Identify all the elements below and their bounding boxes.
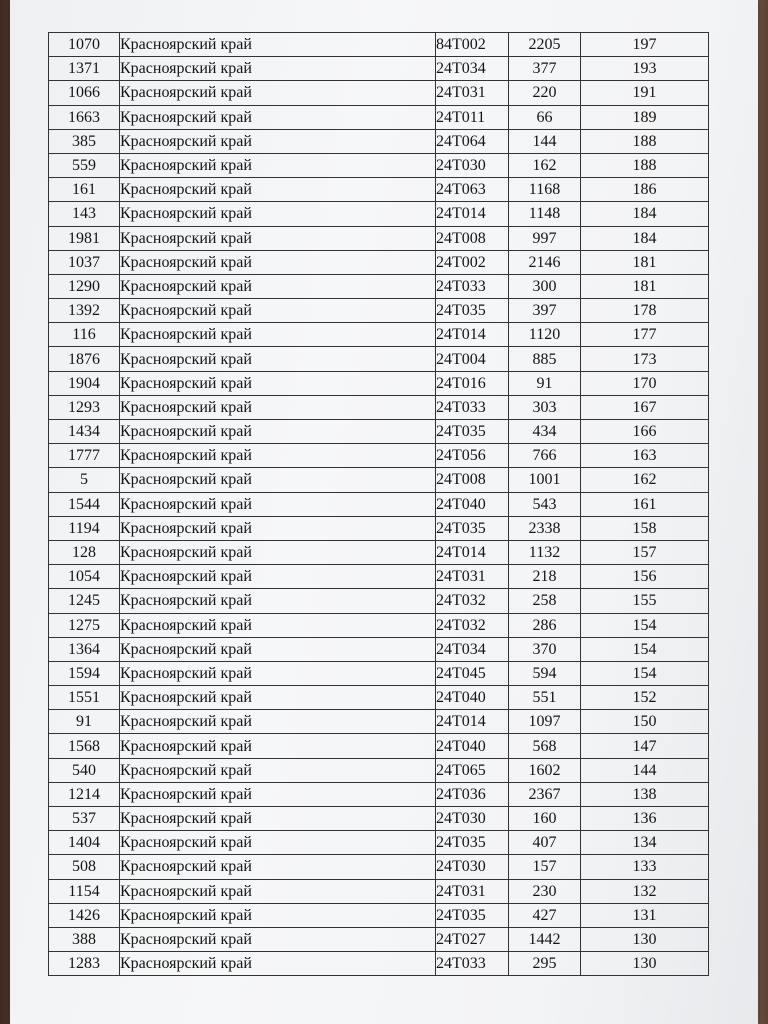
score-cell: 161 (581, 492, 709, 516)
id-cell: 1132 (509, 540, 581, 564)
row-number-cell: 540 (49, 758, 120, 782)
table-row (49, 395, 709, 419)
score-cell: 173 (581, 347, 709, 371)
score-cell: 154 (581, 661, 709, 685)
table-row (49, 613, 709, 637)
score-cell: 138 (581, 782, 709, 806)
id-cell: 2205 (509, 33, 581, 57)
id-cell: 885 (509, 347, 581, 371)
code-cell: 24Т064 (436, 129, 509, 153)
score-cell: 144 (581, 758, 709, 782)
score-cell: 177 (581, 323, 709, 347)
code-cell: 24Т040 (436, 734, 509, 758)
score-cell: 193 (581, 57, 709, 81)
id-cell: 2146 (509, 250, 581, 274)
region-cell: Красноярский край (120, 807, 436, 831)
id-cell: 997 (509, 226, 581, 250)
table-row (49, 734, 709, 758)
region-cell: Красноярский край (120, 879, 436, 903)
id-cell: 157 (509, 855, 581, 879)
row-number-cell: 1568 (49, 734, 120, 758)
code-cell: 24Т032 (436, 613, 509, 637)
score-cell: 130 (581, 952, 709, 976)
row-number-cell: 1434 (49, 420, 120, 444)
id-cell: 2338 (509, 516, 581, 540)
table-row (49, 178, 709, 202)
region-cell: Красноярский край (120, 226, 436, 250)
code-cell: 24Т031 (436, 81, 509, 105)
id-cell: 66 (509, 105, 581, 129)
table-row (49, 686, 709, 710)
row-number-cell: 1777 (49, 444, 120, 468)
region-cell: Красноярский край (120, 57, 436, 81)
code-cell: 24Т035 (436, 831, 509, 855)
results-table-body (49, 33, 709, 976)
id-cell: 303 (509, 395, 581, 419)
row-number-cell: 1426 (49, 903, 120, 927)
region-cell: Красноярский край (120, 516, 436, 540)
table-row (49, 565, 709, 589)
region-cell: Красноярский край (120, 952, 436, 976)
region-cell: Красноярский край (120, 323, 436, 347)
id-cell: 766 (509, 444, 581, 468)
region-cell: Красноярский край (120, 782, 436, 806)
region-cell: Красноярский край (120, 299, 436, 323)
table-row (49, 903, 709, 927)
score-cell: 131 (581, 903, 709, 927)
region-cell: Красноярский край (120, 661, 436, 685)
table-row (49, 927, 709, 951)
code-cell: 84Т002 (436, 33, 509, 57)
region-cell: Красноярский край (120, 202, 436, 226)
row-number-cell: 559 (49, 153, 120, 177)
region-cell: Красноярский край (120, 444, 436, 468)
id-cell: 295 (509, 952, 581, 976)
row-number-cell: 128 (49, 540, 120, 564)
id-cell: 1001 (509, 468, 581, 492)
code-cell: 24Т032 (436, 589, 509, 613)
region-cell: Красноярский край (120, 855, 436, 879)
table-row (49, 468, 709, 492)
id-cell: 220 (509, 81, 581, 105)
id-cell: 551 (509, 686, 581, 710)
code-cell: 24Т045 (436, 661, 509, 685)
id-cell: 286 (509, 613, 581, 637)
id-cell: 543 (509, 492, 581, 516)
table-row (49, 710, 709, 734)
id-cell: 1120 (509, 323, 581, 347)
row-number-cell: 1404 (49, 831, 120, 855)
table-row (49, 807, 709, 831)
code-cell: 24Т027 (436, 927, 509, 951)
region-cell: Красноярский край (120, 153, 436, 177)
table-row (49, 202, 709, 226)
score-cell: 184 (581, 226, 709, 250)
code-cell: 24Т035 (436, 299, 509, 323)
row-number-cell: 1371 (49, 57, 120, 81)
table-row (49, 879, 709, 903)
code-cell: 24Т036 (436, 782, 509, 806)
row-number-cell: 385 (49, 129, 120, 153)
score-cell: 184 (581, 202, 709, 226)
table-row (49, 347, 709, 371)
code-cell: 24Т014 (436, 202, 509, 226)
score-cell: 155 (581, 589, 709, 613)
code-cell: 24Т014 (436, 710, 509, 734)
row-number-cell: 1904 (49, 371, 120, 395)
code-cell: 24Т040 (436, 492, 509, 516)
code-cell: 24Т014 (436, 323, 509, 347)
score-cell: 136 (581, 807, 709, 831)
region-cell: Красноярский край (120, 81, 436, 105)
score-cell: 157 (581, 540, 709, 564)
id-cell: 427 (509, 903, 581, 927)
table-row (49, 105, 709, 129)
row-number-cell: 1066 (49, 81, 120, 105)
table-row (49, 492, 709, 516)
table-row (49, 129, 709, 153)
score-cell: 186 (581, 178, 709, 202)
table-row (49, 371, 709, 395)
score-cell: 130 (581, 927, 709, 951)
table-row (49, 57, 709, 81)
table-row (49, 540, 709, 564)
region-cell: Красноярский край (120, 395, 436, 419)
code-cell: 24Т031 (436, 879, 509, 903)
region-cell: Красноярский край (120, 468, 436, 492)
id-cell: 1602 (509, 758, 581, 782)
region-cell: Красноярский край (120, 178, 436, 202)
code-cell: 24Т031 (436, 565, 509, 589)
code-cell: 24Т035 (436, 420, 509, 444)
table-row (49, 855, 709, 879)
id-cell: 258 (509, 589, 581, 613)
code-cell: 24Т008 (436, 468, 509, 492)
score-cell: 134 (581, 831, 709, 855)
id-cell: 162 (509, 153, 581, 177)
row-number-cell: 143 (49, 202, 120, 226)
code-cell: 24Т033 (436, 274, 509, 298)
score-cell: 188 (581, 153, 709, 177)
region-cell: Красноярский край (120, 274, 436, 298)
row-number-cell: 1290 (49, 274, 120, 298)
row-number-cell: 388 (49, 927, 120, 951)
score-cell: 170 (581, 371, 709, 395)
code-cell: 24Т034 (436, 57, 509, 81)
row-number-cell: 1070 (49, 33, 120, 57)
row-number-cell: 91 (49, 710, 120, 734)
row-number-cell: 1245 (49, 589, 120, 613)
region-cell: Красноярский край (120, 250, 436, 274)
row-number-cell: 161 (49, 178, 120, 202)
code-cell: 24Т008 (436, 226, 509, 250)
score-cell: 181 (581, 250, 709, 274)
id-cell: 370 (509, 637, 581, 661)
score-cell: 166 (581, 420, 709, 444)
id-cell: 230 (509, 879, 581, 903)
row-number-cell: 1275 (49, 613, 120, 637)
score-cell: 147 (581, 734, 709, 758)
id-cell: 144 (509, 129, 581, 153)
table-row (49, 299, 709, 323)
region-cell: Красноярский край (120, 565, 436, 589)
region-cell: Красноярский край (120, 129, 436, 153)
table-row (49, 274, 709, 298)
row-number-cell: 1544 (49, 492, 120, 516)
code-cell: 24Т002 (436, 250, 509, 274)
score-cell: 191 (581, 81, 709, 105)
code-cell: 24Т065 (436, 758, 509, 782)
code-cell: 24Т035 (436, 903, 509, 927)
id-cell: 434 (509, 420, 581, 444)
row-number-cell: 116 (49, 323, 120, 347)
score-cell: 167 (581, 395, 709, 419)
row-number-cell: 1214 (49, 782, 120, 806)
score-cell: 154 (581, 613, 709, 637)
score-cell: 150 (581, 710, 709, 734)
region-cell: Красноярский край (120, 33, 436, 57)
score-cell: 181 (581, 274, 709, 298)
table-row (49, 661, 709, 685)
region-cell: Красноярский край (120, 686, 436, 710)
score-cell: 163 (581, 444, 709, 468)
row-number-cell: 1392 (49, 299, 120, 323)
region-cell: Красноярский край (120, 734, 436, 758)
table-row (49, 758, 709, 782)
score-cell: 152 (581, 686, 709, 710)
table-row (49, 33, 709, 57)
region-cell: Красноярский край (120, 492, 436, 516)
code-cell: 24Т030 (436, 855, 509, 879)
row-number-cell: 508 (49, 855, 120, 879)
row-number-cell: 1194 (49, 516, 120, 540)
table-row (49, 323, 709, 347)
code-cell: 24Т040 (436, 686, 509, 710)
score-cell: 189 (581, 105, 709, 129)
row-number-cell: 1981 (49, 226, 120, 250)
id-cell: 397 (509, 299, 581, 323)
region-cell: Красноярский край (120, 710, 436, 734)
id-cell: 568 (509, 734, 581, 758)
table-row (49, 782, 709, 806)
score-cell: 197 (581, 33, 709, 57)
row-number-cell: 1876 (49, 347, 120, 371)
row-number-cell: 1154 (49, 879, 120, 903)
score-cell: 156 (581, 565, 709, 589)
row-number-cell: 1364 (49, 637, 120, 661)
row-number-cell: 1293 (49, 395, 120, 419)
id-cell: 2367 (509, 782, 581, 806)
code-cell: 24Т034 (436, 637, 509, 661)
row-number-cell: 5 (49, 468, 120, 492)
region-cell: Красноярский край (120, 540, 436, 564)
code-cell: 24Т033 (436, 395, 509, 419)
row-number-cell: 1594 (49, 661, 120, 685)
table-row (49, 420, 709, 444)
code-cell: 24Т033 (436, 952, 509, 976)
id-cell: 1148 (509, 202, 581, 226)
code-cell: 24Т035 (436, 516, 509, 540)
table-row (49, 637, 709, 661)
id-cell: 377 (509, 57, 581, 81)
row-number-cell: 1663 (49, 105, 120, 129)
id-cell: 1097 (509, 710, 581, 734)
region-cell: Красноярский край (120, 903, 436, 927)
region-cell: Красноярский край (120, 758, 436, 782)
code-cell: 24Т014 (436, 540, 509, 564)
table-row (49, 226, 709, 250)
table-row (49, 444, 709, 468)
code-cell: 24Т011 (436, 105, 509, 129)
table-row (49, 153, 709, 177)
code-cell: 24Т063 (436, 178, 509, 202)
id-cell: 300 (509, 274, 581, 298)
id-cell: 160 (509, 807, 581, 831)
table-row (49, 831, 709, 855)
id-cell: 218 (509, 565, 581, 589)
region-cell: Красноярский край (120, 927, 436, 951)
score-cell: 133 (581, 855, 709, 879)
id-cell: 594 (509, 661, 581, 685)
code-cell: 24Т030 (436, 807, 509, 831)
results-table (48, 32, 709, 976)
score-cell: 154 (581, 637, 709, 661)
score-cell: 188 (581, 129, 709, 153)
region-cell: Красноярский край (120, 420, 436, 444)
score-cell: 158 (581, 516, 709, 540)
region-cell: Красноярский край (120, 613, 436, 637)
region-cell: Красноярский край (120, 637, 436, 661)
score-cell: 162 (581, 468, 709, 492)
table-row (49, 589, 709, 613)
region-cell: Красноярский край (120, 105, 436, 129)
id-cell: 1442 (509, 927, 581, 951)
row-number-cell: 1551 (49, 686, 120, 710)
region-cell: Красноярский край (120, 371, 436, 395)
code-cell: 24Т030 (436, 153, 509, 177)
row-number-cell: 1037 (49, 250, 120, 274)
region-cell: Красноярский край (120, 347, 436, 371)
table-row (49, 952, 709, 976)
code-cell: 24Т056 (436, 444, 509, 468)
table-row (49, 250, 709, 274)
row-number-cell: 1283 (49, 952, 120, 976)
row-number-cell: 1054 (49, 565, 120, 589)
table-row (49, 516, 709, 540)
code-cell: 24Т016 (436, 371, 509, 395)
code-cell: 24Т004 (436, 347, 509, 371)
id-cell: 1168 (509, 178, 581, 202)
id-cell: 91 (509, 371, 581, 395)
row-number-cell: 537 (49, 807, 120, 831)
score-cell: 178 (581, 299, 709, 323)
region-cell: Красноярский край (120, 831, 436, 855)
table-row (49, 81, 709, 105)
region-cell: Красноярский край (120, 589, 436, 613)
score-cell: 132 (581, 879, 709, 903)
id-cell: 407 (509, 831, 581, 855)
